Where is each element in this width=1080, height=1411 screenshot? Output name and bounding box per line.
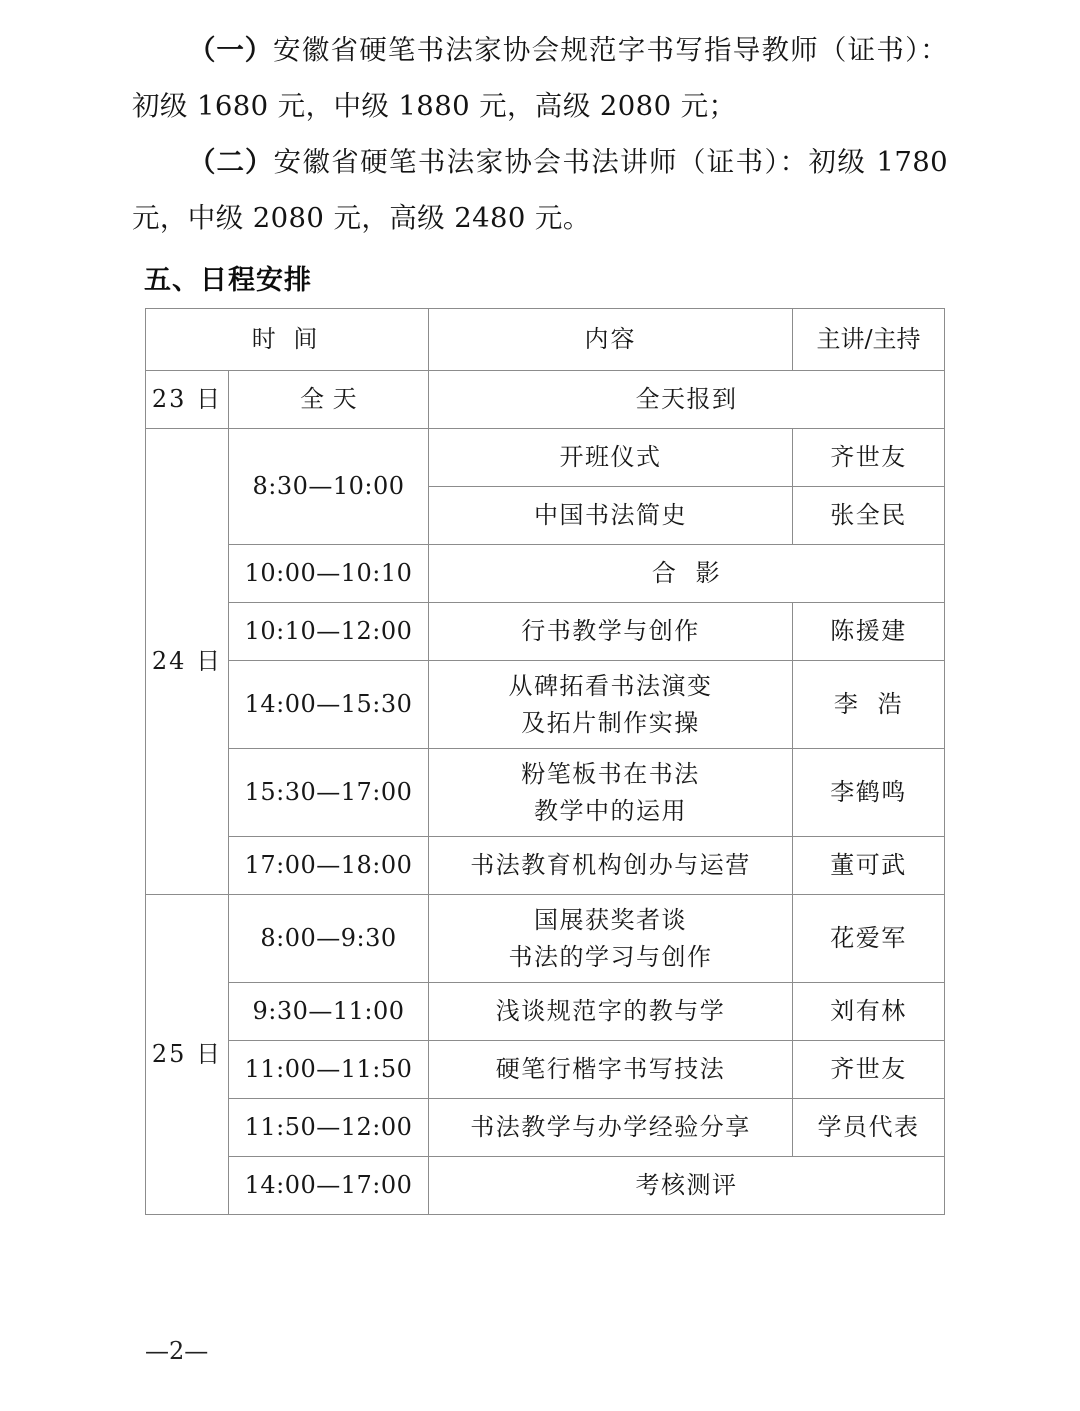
paragraph-one-marker: （一） <box>188 34 273 66</box>
host-cell: 陈援建 <box>793 603 945 661</box>
time-cell: 14:00—15:30 <box>229 661 429 749</box>
paragraph-one <box>132 22 948 134</box>
topic-cell: 行书教学与创作 <box>429 603 793 661</box>
schedule-table-wrapper <box>145 308 944 1215</box>
topic-cell: 书法教学与办学经验分享 <box>429 1099 793 1157</box>
fee-paragraphs <box>132 22 948 246</box>
topic-line-2: 书法的学习与创作 <box>508 942 713 971</box>
table-row <box>146 603 945 661</box>
day-label-24: 24 日 <box>146 429 229 895</box>
topic-cell: 浅谈规范字的教与学 <box>429 983 793 1041</box>
time-cell: 17:00—18:00 <box>229 837 429 895</box>
time-cell: 9:30—11:00 <box>229 983 429 1041</box>
topic-cell <box>429 661 793 749</box>
time-cell: 8:00—9:30 <box>229 895 429 983</box>
topic-cell: 中国书法简史 <box>429 487 793 545</box>
table-row <box>146 1041 945 1099</box>
topic-cell: 考核测评 <box>429 1157 945 1215</box>
topic-cell: 合 影 <box>429 545 945 603</box>
topic-line-2: 及拓片制作实操 <box>521 708 700 737</box>
topic-cell: 全天报到 <box>429 371 945 429</box>
host-cell: 李鹤鸣 <box>793 749 945 837</box>
topic-line-1: 粉笔板书在书法 <box>521 759 700 788</box>
table-row <box>146 661 945 749</box>
topic-cell <box>429 749 793 837</box>
host-cell: 学员代表 <box>793 1099 945 1157</box>
topic-cell: 书法教育机构创办与运营 <box>429 837 793 895</box>
host-cell: 刘有林 <box>793 983 945 1041</box>
time-cell: 8:30—10:00 <box>229 429 429 545</box>
table-header-row <box>146 309 945 371</box>
paragraph-two <box>132 134 948 246</box>
header-host: 主讲/主持 <box>793 309 945 371</box>
time-cell: 10:10—12:00 <box>229 603 429 661</box>
topic-cell: 硬笔行楷字书写技法 <box>429 1041 793 1099</box>
table-row <box>146 895 945 983</box>
time-cell: 10:00—10:10 <box>229 545 429 603</box>
table-row <box>146 429 945 487</box>
table-row <box>146 1157 945 1215</box>
time-cell: 全 天 <box>229 371 429 429</box>
section-heading-schedule: 五、日程安排 <box>144 265 312 296</box>
host-cell: 张全民 <box>793 487 945 545</box>
table-row <box>146 545 945 603</box>
time-cell: 11:00—11:50 <box>229 1041 429 1099</box>
schedule-table <box>145 308 945 1215</box>
paragraph-two-marker: （二） <box>188 146 274 178</box>
time-cell: 14:00—17:00 <box>229 1157 429 1215</box>
header-time: 时 间 <box>146 309 429 371</box>
page-number: —2— <box>145 1337 209 1365</box>
topic-line-1: 国展获奖者谈 <box>534 905 688 934</box>
topic-line-1: 从碑拓看书法演变 <box>508 671 713 700</box>
host-cell: 李 浩 <box>793 661 945 749</box>
paragraph-two-text: 安徽省硬笔书法家协会书法讲师（证书）：初级 1780 元，中级 2080 元，高级 2480 元。 <box>132 146 949 234</box>
table-row <box>146 837 945 895</box>
day-label-25: 25 日 <box>146 895 229 1215</box>
topic-cell <box>429 895 793 983</box>
table-row <box>146 749 945 837</box>
host-cell: 董可武 <box>793 837 945 895</box>
day-label-23: 23 日 <box>146 371 229 429</box>
time-cell: 15:30—17:00 <box>229 749 429 837</box>
host-cell: 花爱军 <box>793 895 945 983</box>
host-cell: 齐世友 <box>793 1041 945 1099</box>
table-row <box>146 371 945 429</box>
paragraph-one-text: 安徽省硬笔书法家协会规范字书写指导教师（证书）：初级 1680 元，中级 1880 元，高级 2080 元； <box>132 34 948 122</box>
table-row <box>146 983 945 1041</box>
header-content: 内容 <box>429 309 793 371</box>
topic-cell: 开班仪式 <box>429 429 793 487</box>
table-row <box>146 1099 945 1157</box>
time-cell: 11:50—12:00 <box>229 1099 429 1157</box>
host-cell: 齐世友 <box>793 429 945 487</box>
topic-line-2: 教学中的运用 <box>534 796 688 825</box>
